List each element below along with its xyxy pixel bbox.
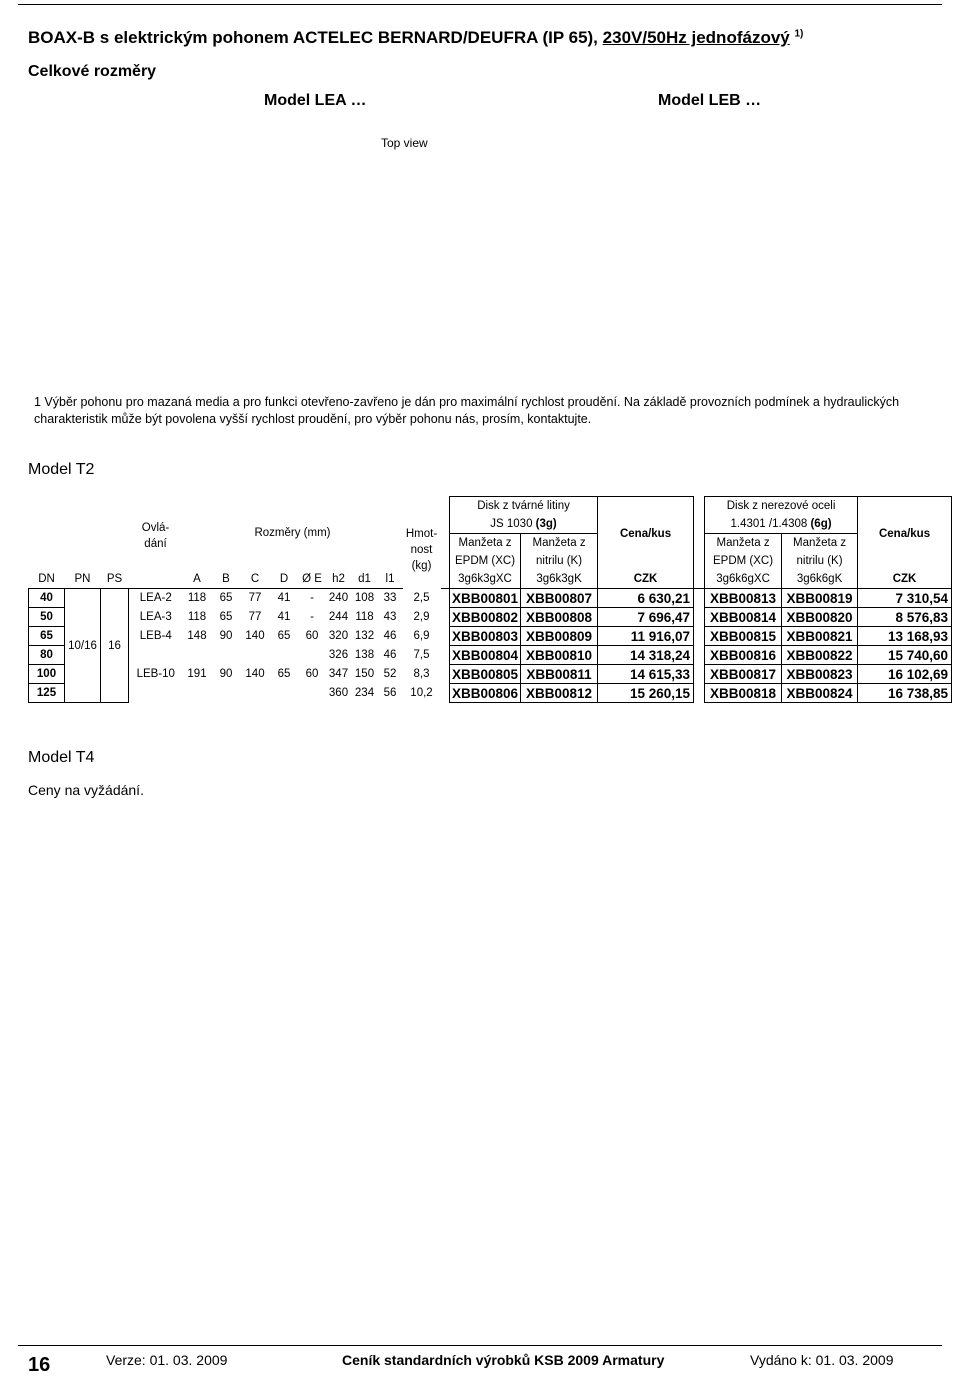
- footer-rule: [18, 1345, 942, 1346]
- model-t4-text: Ceny na vyžádání.: [28, 782, 144, 798]
- disk-litina-header: Disk z tvárné litiny: [450, 497, 598, 516]
- col-cena-litina: Cena/kus: [598, 497, 694, 571]
- col-pn: PN: [65, 570, 101, 589]
- footer-version: Verze: 01. 03. 2009: [106, 1352, 228, 1368]
- top-rule: [18, 4, 942, 5]
- footnote: 1 Výběr pohonu pro mazaná media a pro funkci otevřeno-zavřeno je dán pro maximální rychlost proudění. Na základě provozních podmínek a hydraulických charakteristik může být povolena vyšší rychlost proudění, pro výběr pohonu nás, prosím, kontaktujte.: [34, 395, 900, 426]
- table-row: 80 LEB-10 191 90 140 65 60 326 138 46 7,5 XBB00804 XBB00810 14 318,24 XBB00816 XBB00822 15 740,60: [29, 646, 952, 665]
- col-rozmery: Rozměry (mm): [254, 527, 331, 540]
- title-voltage: 230V/50Hz jednofázový: [602, 28, 790, 47]
- top-view-label: Top view: [381, 136, 428, 150]
- col-a: A: [183, 570, 212, 589]
- table-row: 125 360 234 56 10,2 XBB00806 XBB00812 15 260,15 XBB00818 XBB00824 16 738,85: [29, 684, 952, 703]
- title-text: BOAX-B s elektrickým pohonem ACTELEC BERNARD/DEUFRA (IP 65),: [28, 28, 598, 47]
- code-litina-xc: 3g6k3gXC: [450, 570, 521, 589]
- epdm-litina: EPDM (XC): [450, 552, 521, 570]
- col-dn: DN: [29, 570, 65, 589]
- model-leb-label: Model LEB …: [658, 92, 762, 109]
- manzeta-epdm-nerez: Manžeta z: [705, 534, 782, 553]
- ps-value: 16: [101, 589, 129, 703]
- col-b: B: [212, 570, 241, 589]
- code-nerez-k: 3g6k6gK: [782, 570, 858, 589]
- title-footnote-ref: 1): [794, 28, 804, 40]
- page-title: [28, 28, 803, 48]
- header-row-codes: [29, 570, 952, 589]
- col-ps: PS: [101, 570, 129, 589]
- manzeta-epdm-litina: Manžeta z: [450, 534, 521, 553]
- col-d1: d1: [352, 570, 378, 589]
- col-cena-nerez: Cena/kus: [858, 497, 952, 571]
- model-t2-title: Model T2: [28, 461, 95, 478]
- col-l1: l1: [378, 570, 403, 589]
- col-c: C: [241, 570, 270, 589]
- disk-nerez-header: Disk z nerezové oceli: [705, 497, 858, 516]
- model-lea-label: Model LEA …: [264, 92, 367, 109]
- table-row: 65 LEB-4 148 90 140 65 60 320 132 46 6,9 XBB00803 XBB00809 11 916,07 XBB00815 XBB00821 13 168,93: [29, 627, 952, 646]
- col-h2: h2: [326, 570, 352, 589]
- table-row: 100 347 150 52 8,3 XBB00805 XBB00811 14 615,33 XBB00817 XBB00823 16 102,69: [29, 665, 952, 684]
- header-row-1: [29, 497, 952, 516]
- price-table-t2: [28, 496, 952, 703]
- footer-issued: Vydáno k: 01. 03. 2009: [750, 1352, 894, 1368]
- code-nerez-xc: 3g6k6gXC: [705, 570, 782, 589]
- disk-nerez-material: 1.4301 /1.4308 (6g): [705, 515, 858, 534]
- table-row: 40 10/16 16 LEA-2 118 65 77 41 - 240 108 33 2,5 XBB00801 XBB00807 6 630,21 XBB00813 XBB00819 7 310,54: [29, 589, 952, 608]
- col-hmotnost: Hmot- nost (kg): [405, 527, 438, 572]
- col-e: Ø E: [299, 570, 326, 589]
- col-ovladani: Ovlá- dání: [141, 522, 170, 551]
- col-d: D: [270, 570, 299, 589]
- page-number: 16: [28, 1354, 51, 1376]
- nitril-nerez: nitrilu (K): [782, 552, 858, 570]
- disk-litina-material: JS 1030 (3g): [450, 515, 598, 534]
- manzeta-nitril-nerez: Manžeta z: [782, 534, 858, 553]
- currency-nerez: CZK: [858, 570, 952, 589]
- table-row: 50 LEA-3 118 65 77 41 - 244 118 43 2,9 XBB00802 XBB00808 7 696,47 XBB00814 XBB00820 8 576,83: [29, 608, 952, 627]
- nitril-litina: nitrilu (K): [521, 552, 598, 570]
- footer-catalog: Ceník standardních výrobků KSB 2009 Armatury: [342, 1352, 665, 1368]
- leb10-ovladani: LEB-10: [136, 668, 175, 680]
- pn-value: 10/16: [65, 589, 101, 703]
- manzeta-nitril-litina: Manžeta z: [521, 534, 598, 553]
- model-t4-title: Model T4: [28, 749, 95, 766]
- section-dimensions-title: Celkové rozměry: [28, 63, 157, 80]
- code-litina-k: 3g6k3gK: [521, 570, 598, 589]
- epdm-nerez: EPDM (XC): [705, 552, 782, 570]
- currency-litina: CZK: [598, 570, 694, 589]
